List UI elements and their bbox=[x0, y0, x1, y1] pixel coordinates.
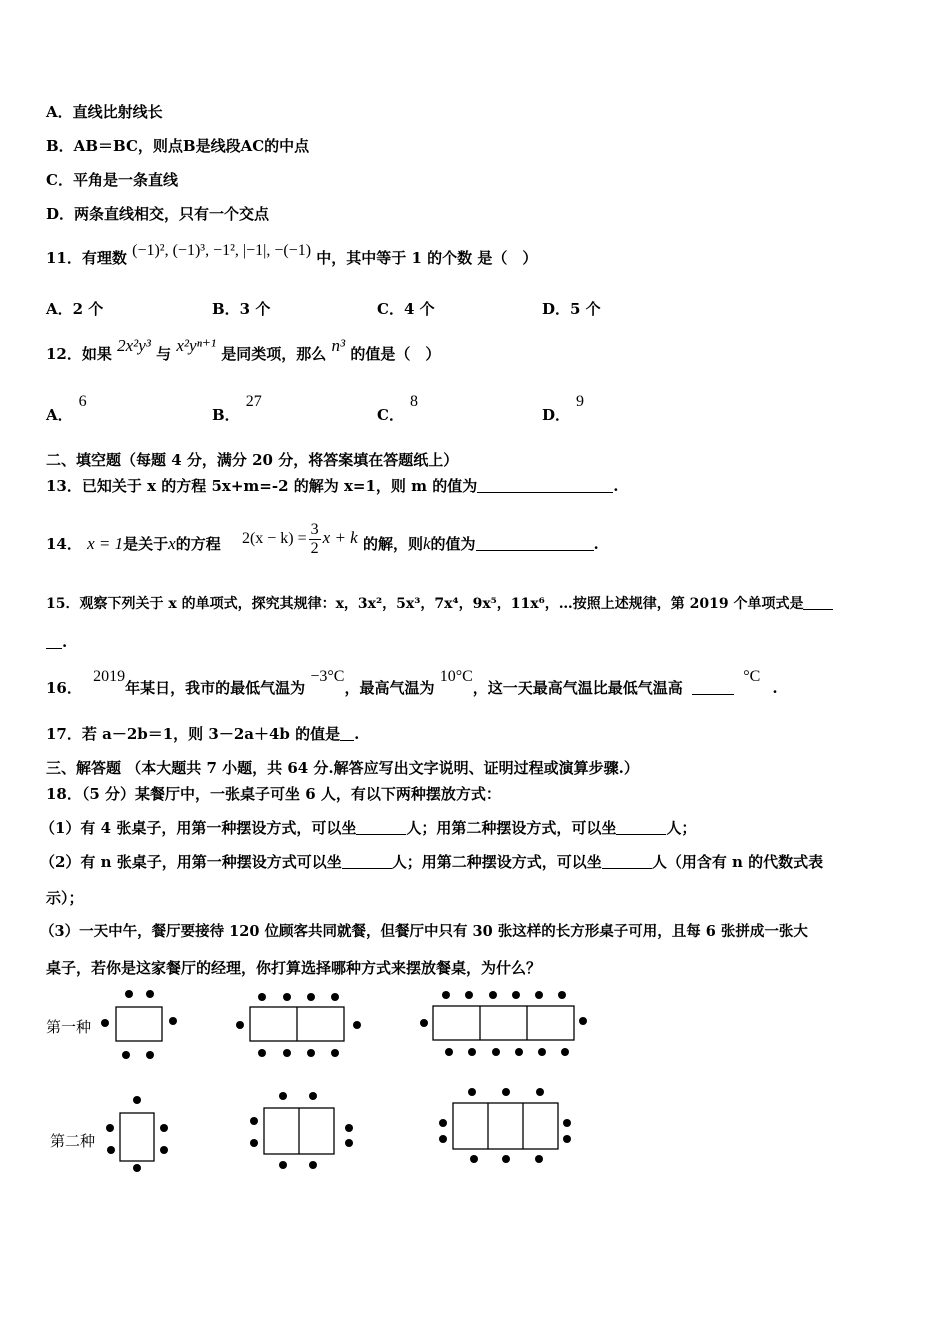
seat-dot bbox=[279, 1161, 287, 1169]
q18-p1c: 人； bbox=[666, 819, 697, 837]
q12-option-b-letter: B． bbox=[212, 406, 240, 424]
q16-t1: 年某日，我市的最低气温为 bbox=[125, 679, 306, 697]
seat-dot bbox=[563, 1135, 571, 1143]
seat-dot bbox=[561, 1048, 569, 1056]
seat-dot bbox=[563, 1119, 571, 1127]
q16-year: 2019 bbox=[93, 668, 126, 685]
seat-dot bbox=[489, 991, 497, 999]
q14-condition: x = 1 bbox=[87, 534, 124, 553]
seat-dot bbox=[353, 1021, 361, 1029]
q18-p3b: 桌子，若你是这家餐厅的经理，你打算选择哪种方式来摆放餐桌，为什么？ bbox=[46, 959, 542, 977]
seat-dot bbox=[445, 1048, 453, 1056]
row2-triple-table bbox=[453, 1103, 558, 1149]
seat-dot bbox=[122, 1051, 130, 1059]
q12-option-a-letter: A． bbox=[46, 406, 73, 424]
seat-dot bbox=[331, 1049, 339, 1057]
seat-dot bbox=[345, 1124, 353, 1132]
seat-dot bbox=[258, 1049, 266, 1057]
q10-option-b: B．AB＝BC，则点B是线段AC的中点 bbox=[46, 137, 310, 155]
seat-dot bbox=[106, 1124, 114, 1132]
seat-dot bbox=[146, 990, 154, 998]
q10-option-d: D．两条直线相交，只有一个交点 bbox=[46, 205, 270, 223]
q14-t3: 的解，则 bbox=[362, 535, 423, 553]
q11-suffix: 中，其中等于 1 的个数 是（ ） bbox=[316, 249, 538, 267]
seat-dot bbox=[133, 1096, 141, 1104]
q12-option-b-value: 27 bbox=[245, 393, 262, 410]
q14-var: x bbox=[168, 534, 176, 553]
seat-dot bbox=[250, 1139, 258, 1147]
q10-option-c: C．平角是一条直线 bbox=[46, 171, 178, 189]
seat-dot bbox=[283, 1049, 291, 1057]
q11-option-b: B．3 个 bbox=[212, 300, 271, 318]
q16-end: . bbox=[772, 679, 778, 697]
q11-option-d: D．5 个 bbox=[542, 300, 601, 318]
seat-dot bbox=[512, 991, 520, 999]
q16-t2: ，最高气温为 bbox=[344, 679, 435, 697]
seat-dot bbox=[101, 1019, 109, 1027]
q18-p1a: （1）有 4 张桌子，用第一种摆设方式，可以坐 bbox=[40, 819, 357, 837]
seat-dot bbox=[579, 1017, 587, 1025]
q12-option-c-value: 8 bbox=[409, 393, 418, 410]
seat-dot bbox=[465, 991, 473, 999]
seat-dot bbox=[125, 990, 133, 998]
q14-prefix: 14． bbox=[46, 535, 82, 553]
seat-dot bbox=[468, 1048, 476, 1056]
seat-dot bbox=[442, 991, 450, 999]
seat-dot bbox=[468, 1088, 476, 1096]
q12-prefix: 12．如果 bbox=[46, 345, 112, 363]
seat-dot bbox=[133, 1164, 141, 1172]
seat-dot bbox=[307, 1049, 315, 1057]
q15-end: . bbox=[62, 633, 68, 651]
q14-eq-left: 2(x − k) = bbox=[241, 530, 307, 547]
row2-single-table bbox=[120, 1113, 154, 1161]
seat-dot bbox=[439, 1135, 447, 1143]
q14-frac-den: 2 bbox=[310, 539, 319, 557]
seat-dot bbox=[470, 1155, 478, 1163]
seat-dot bbox=[307, 993, 315, 1001]
q12-suffix2: 的值是（ ） bbox=[350, 345, 441, 363]
q10-option-a: A．直线比射线长 bbox=[46, 103, 163, 121]
q18-p3a: （3）一天中午，餐厅要接待 120 位顾客共同就餐，但餐厅中只有 30 张这样的长方形桌子可用，且每 6 张拼成一张大 bbox=[40, 923, 808, 940]
seat-dot bbox=[169, 1017, 177, 1025]
seat-dot bbox=[558, 991, 566, 999]
q16-unit: °C bbox=[743, 668, 761, 685]
q14-t2: 的方程 bbox=[175, 535, 221, 553]
seat-dot bbox=[309, 1161, 317, 1169]
q11-option-a: A．2 个 bbox=[46, 300, 104, 318]
q18-p1b: 人；用第二种摆设方式，可以坐 bbox=[406, 819, 617, 837]
q11-prefix: 11．有理数 bbox=[46, 249, 127, 267]
q13-text: 13．已知关于 x 的方程 5x+m=-2 的解为 x=1，则 m 的值为 bbox=[46, 477, 478, 495]
q14-k: k bbox=[422, 534, 431, 553]
q16-low-temp: −3°C bbox=[310, 668, 345, 685]
seat-dot bbox=[283, 993, 291, 1001]
seat-dot bbox=[309, 1092, 317, 1100]
seat-dot bbox=[107, 1146, 115, 1154]
q14-t4: 的值为 bbox=[430, 535, 476, 553]
seat-dot bbox=[160, 1146, 168, 1154]
q16-prefix: 16． bbox=[46, 679, 82, 697]
q17-end: . bbox=[354, 725, 360, 743]
q18-stem: 18．（5 分）某餐厅中，一张桌子可坐 6 人，有以下两种摆放方式： bbox=[46, 785, 501, 803]
seat-dot bbox=[439, 1119, 447, 1127]
seat-dot bbox=[146, 1051, 154, 1059]
seat-dot bbox=[502, 1088, 510, 1096]
seat-dot bbox=[536, 1088, 544, 1096]
figure-row1-label: 第一种 bbox=[46, 1018, 92, 1036]
q14-end: . bbox=[593, 535, 599, 553]
seat-dot bbox=[535, 991, 543, 999]
q15-text: 15．观察下列关于 x 的单项式，探究其规律：x，3x²，5x³，7x⁴，9x⁵，11x⁶，…按照上述规律，第 2019 个单项式是 bbox=[46, 596, 804, 612]
q12-option-c-letter: C． bbox=[377, 406, 404, 424]
q12-mid: 与 bbox=[156, 345, 172, 363]
q16-high-temp: 10°C bbox=[439, 668, 473, 685]
q18-p2c: 人（用含有 n 的代数式表 bbox=[651, 853, 824, 871]
seat-dot bbox=[250, 1117, 258, 1125]
seat-dot bbox=[160, 1124, 168, 1132]
seat-dot bbox=[331, 993, 339, 1001]
seat-dot bbox=[258, 993, 266, 1001]
q12-term3: n³ bbox=[331, 336, 346, 355]
seat-dot bbox=[492, 1048, 500, 1056]
section3-heading: 三、解答题 （本大题共 7 小题，共 64 分.解答应写出文字说明、证明过程或演算步骤.） bbox=[46, 759, 639, 777]
seat-dot bbox=[236, 1021, 244, 1029]
figure-row2-label: 第二种 bbox=[50, 1132, 96, 1150]
q17-text: 17．若 a－2b＝1，则 3－2a＋4b 的值是 bbox=[46, 725, 341, 743]
q12-option-d-value: 9 bbox=[576, 393, 585, 410]
q12-option-d-letter: D． bbox=[542, 406, 571, 424]
q13-end: . bbox=[613, 477, 619, 495]
q18-p2b: 人；用第二种摆设方式，可以坐 bbox=[391, 853, 602, 871]
seat-dot bbox=[502, 1155, 510, 1163]
q14-frac-num: 3 bbox=[310, 520, 319, 538]
seat-dot bbox=[420, 1019, 428, 1027]
q11-expression: (−1)², (−1)³, −1², |−1|, −(−1) bbox=[132, 242, 312, 259]
q12-term1: 2x²y³ bbox=[117, 336, 151, 355]
q12-option-a-value: 6 bbox=[78, 393, 87, 410]
q14-eq-right: x + k bbox=[322, 528, 358, 547]
q12-suffix1: 是同类项，那么 bbox=[221, 345, 327, 363]
seat-dot bbox=[538, 1048, 546, 1056]
seat-dot bbox=[535, 1155, 543, 1163]
seat-dot bbox=[345, 1139, 353, 1147]
row1-triple-table bbox=[433, 1006, 574, 1040]
q14-t1: 是关于 bbox=[123, 535, 169, 553]
row1-single-table bbox=[116, 1007, 162, 1041]
seat-dot bbox=[515, 1048, 523, 1056]
seat-dot bbox=[279, 1092, 287, 1100]
q18-p2d: 示）； bbox=[46, 889, 84, 907]
q18-p2a: （2）有 n 张桌子，用第一种摆设方式可以坐 bbox=[40, 853, 342, 871]
section2-heading: 二、填空题（每题 4 分，满分 20 分，将答案填在答题纸上） bbox=[46, 451, 459, 469]
q12-term2: x²yⁿ⁺¹ bbox=[176, 336, 217, 355]
q11-option-c: C．4 个 bbox=[377, 300, 435, 318]
q16-t3: ，这一天最高气温比最低气温高 bbox=[472, 679, 683, 697]
